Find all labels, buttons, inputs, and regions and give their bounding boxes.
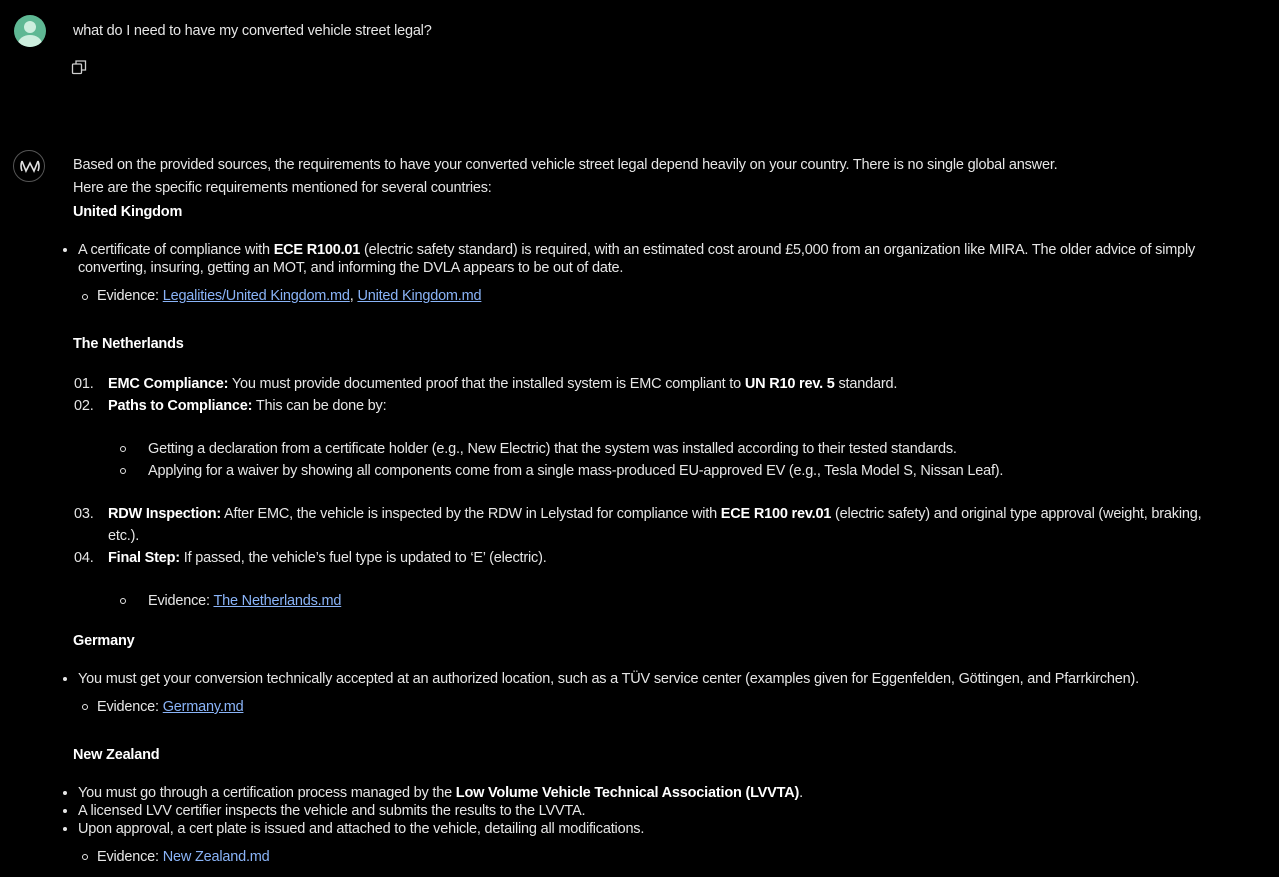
nl-item-num: 01.: [74, 376, 94, 392]
de-evidence: Evidence: Germany.md: [97, 699, 244, 715]
user-message-text: what do I need to have my converted vehicle street legal?: [73, 23, 432, 39]
heading-new-zealand: New Zealand: [73, 747, 160, 763]
uk-bullet-1-line2: converting, insuring, getting an MOT, and informing the DVLA appears to be out of date.: [78, 260, 624, 276]
nz-bullet-2: A licensed LVV certifier inspects the vehicle and submits the results to the LVVTA.: [78, 803, 586, 819]
nl-item-num: 02.: [74, 398, 94, 414]
intro-line-1: Based on the provided sources, the requirements to have your converted vehicle street legal depend heavily on your country. There is no single global answer.: [73, 157, 1058, 173]
evidence-link-new-zealand[interactable]: New Zealand.md: [162, 849, 270, 865]
evidence-link-legalities-uk[interactable]: Legalities/United Kingdom.md: [162, 288, 350, 304]
sub-bullet-circle: [82, 704, 88, 710]
bullet-dot: [63, 791, 67, 795]
heading-uk: United Kingdom: [73, 204, 183, 220]
nl-evidence: Evidence: The Netherlands.md: [148, 593, 342, 609]
nl-item-num: 03.: [74, 506, 94, 522]
nl-sub-1: Getting a declaration from a certificate holder (e.g., New Electric) that the system was installed according to their tested standards.: [148, 441, 957, 457]
user-avatar-icon: [14, 15, 46, 47]
nl-item-rdw-line2: etc.).: [108, 528, 140, 544]
heading-germany: Germany: [73, 633, 135, 649]
bullet-dot: [63, 248, 67, 252]
nl-sub-2: Applying for a waiver by showing all components come from a single mass-produced EU-approved EV (e.g., Tesla Model S, Nissan Leaf).: [148, 463, 1004, 479]
bullet-dot: [63, 677, 67, 681]
evidence-link-netherlands[interactable]: The Netherlands.md: [213, 593, 342, 609]
infinity-logo-icon: [13, 150, 45, 182]
heading-netherlands: The Netherlands: [73, 336, 184, 352]
nl-item-num: 04.: [74, 550, 94, 566]
sub-bullet-circle: [120, 598, 126, 604]
de-bullet-1: You must get your conversion technically accepted at an authorized location, such as a TÜV service center (examples given for Eggenfelden, Göttingen, and Pfarrkirchen).: [78, 671, 1139, 687]
nl-item-rdw: RDW Inspection: After EMC, the vehicle is inspected by the RDW in Lelystad for compliance with ECE R100 rev.01 (electric safety) and original type approval (weight, braking,: [108, 506, 1202, 522]
sub-bullet-circle: [82, 854, 88, 860]
nz-bullet-1: You must go through a certification process managed by the Low Volume Vehicle Technical Association (LVVTA).: [78, 785, 803, 801]
sub-bullet-circle: [120, 446, 126, 452]
sub-bullet-circle: [120, 468, 126, 474]
bullet-dot: [63, 827, 67, 831]
intro-line-2: Here are the specific requirements mentioned for several countries:: [73, 180, 492, 196]
evidence-link-uk[interactable]: United Kingdom.md: [357, 288, 482, 304]
nz-evidence: Evidence: New Zealand.md: [97, 849, 270, 865]
bullet-dot: [63, 809, 67, 813]
nl-item-final: Final Step: If passed, the vehicle’s fuel type is updated to ‘E’ (electric).: [108, 550, 547, 566]
uk-evidence: Evidence: Legalities/United Kingdom.md, United Kingdom.md: [97, 288, 482, 304]
nz-bullet-3: Upon approval, a cert plate is issued and attached to the vehicle, detailing all modifications.: [78, 821, 645, 837]
nl-item-emc: EMC Compliance: You must provide documented proof that the installed system is EMC compliant to UN R10 rev. 5 standard.: [108, 376, 898, 392]
copy-icon[interactable]: [71, 59, 87, 75]
evidence-link-germany[interactable]: Germany.md: [162, 699, 244, 715]
sub-bullet-circle: [82, 294, 88, 300]
uk-bullet-1: A certificate of compliance with ECE R100.01 (electric safety standard) is required, with an estimated cost around £5,000 from an organization like MIRA. The older advice of simply: [78, 242, 1196, 258]
nl-item-paths: Paths to Compliance: This can be done by:: [108, 398, 387, 414]
